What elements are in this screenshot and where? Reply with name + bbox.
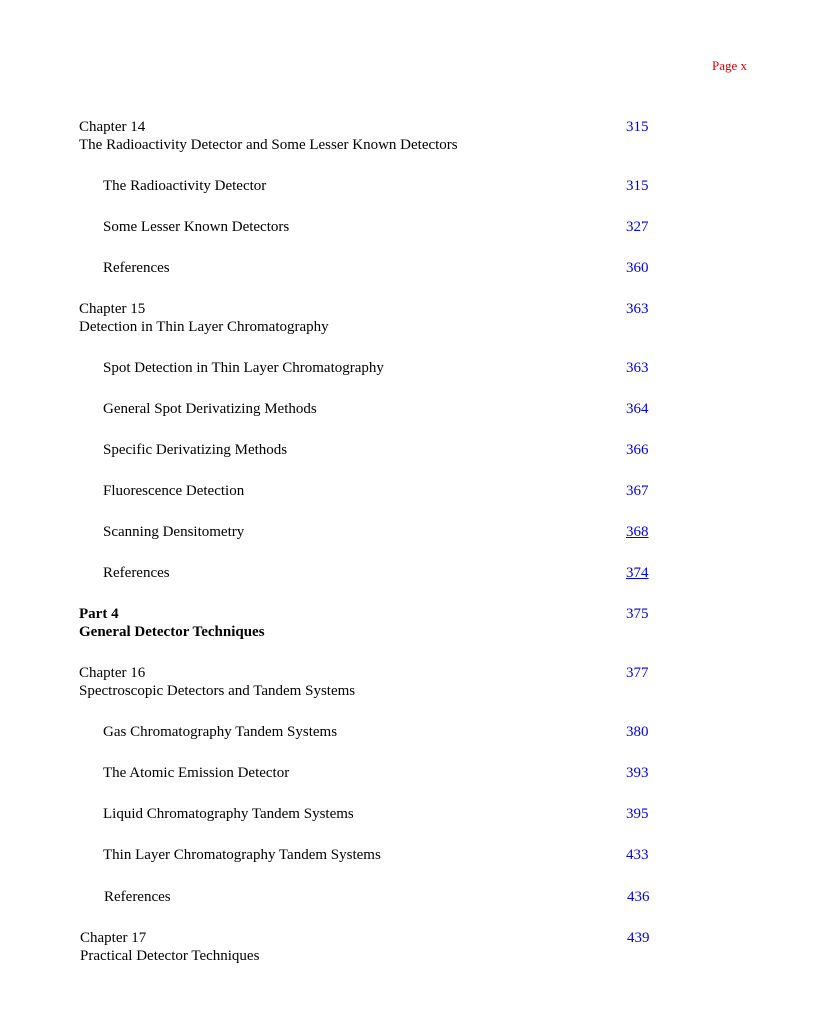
section-title: References: [103, 260, 170, 276]
section-page-link[interactable]: 374: [626, 565, 649, 581]
chapter-16-page-link[interactable]: 377: [626, 665, 649, 681]
section-page-link[interactable]: 393: [626, 765, 649, 781]
part-number: Part 4: [79, 606, 119, 622]
chapter-title: Detection in Thin Layer Chromatography: [79, 319, 329, 335]
section-title: Gas Chromatography Tandem Systems: [103, 724, 338, 740]
section-title: The Radioactivity Detector: [103, 178, 267, 194]
section-title: Thin Layer Chromatography Tandem Systems: [103, 847, 381, 863]
part-title: General Detector Techniques: [79, 624, 265, 640]
section-page-link[interactable]: 364: [626, 401, 649, 417]
chapter-15-page-link[interactable]: 363: [626, 301, 649, 317]
chapter-title: Spectroscopic Detectors and Tandem Systems: [79, 683, 356, 699]
chapter-number: Chapter 17: [80, 930, 147, 946]
chapter-title: Practical Detector Techniques: [80, 948, 260, 964]
section-page-link[interactable]: 433: [626, 847, 649, 863]
chapter-14-heading: [79, 118, 458, 154]
chapter-14-page-link[interactable]: 315: [626, 119, 649, 135]
section-page-link[interactable]: 315: [626, 178, 649, 194]
chapter-number: Chapter 14: [79, 119, 146, 135]
chapter-number: Chapter 15: [79, 301, 146, 317]
section-title: General Spot Derivatizing Methods: [103, 401, 317, 417]
section-title: Spot Detection in Thin Layer Chromatography: [103, 360, 384, 376]
section-title: Fluorescence Detection: [103, 483, 245, 499]
page-number-label: Page x: [712, 58, 748, 73]
section-title: Liquid Chromatography Tandem Systems: [103, 806, 354, 822]
chapter-15-heading: [79, 300, 329, 336]
chapter-number: Chapter 16: [79, 665, 146, 681]
chapter-16-heading: [79, 664, 355, 700]
section-page-link[interactable]: 327: [626, 219, 649, 235]
part-4-heading: [79, 605, 265, 641]
section-title: Specific Derivatizing Methods: [103, 442, 288, 458]
section-page-link[interactable]: 368: [626, 524, 649, 540]
section-page-link[interactable]: 395: [626, 806, 649, 822]
chapter-title: The Radioactivity Detector and Some Lesser Known Detectors: [79, 137, 458, 153]
section-page-link[interactable]: 380: [626, 724, 649, 740]
section-title: References: [104, 889, 171, 905]
chapter-17-page-link[interactable]: 439: [627, 930, 650, 946]
section-page-link[interactable]: 366: [626, 442, 649, 458]
chapter-17-heading: [80, 929, 259, 965]
section-page-link[interactable]: 436: [627, 889, 650, 905]
part-4-page-link[interactable]: 375: [626, 606, 649, 622]
section-page-link[interactable]: 363: [626, 360, 649, 376]
section-page-link[interactable]: 367: [626, 483, 649, 499]
section-title: The Atomic Emission Detector: [103, 765, 290, 781]
section-title: Some Lesser Known Detectors: [103, 219, 290, 235]
section-page-link[interactable]: 360: [626, 260, 649, 276]
section-title: References: [103, 565, 170, 581]
section-title: Scanning Densitometry: [103, 524, 245, 540]
